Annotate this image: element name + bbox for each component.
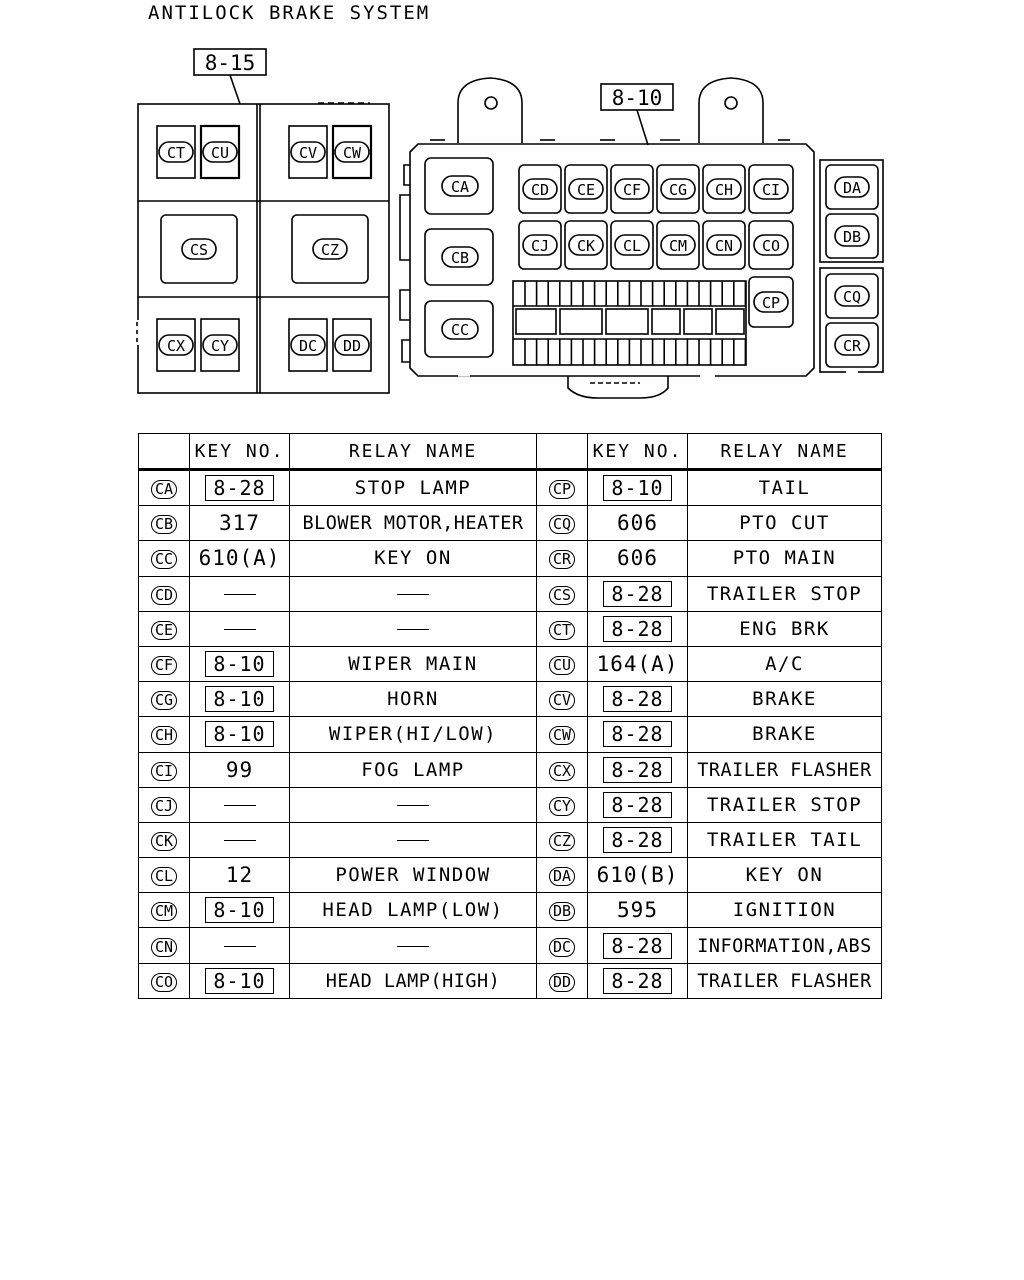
relay-code-label: CA — [151, 480, 177, 499]
svg-text:DA: DA — [842, 179, 862, 197]
header-code-left — [139, 434, 190, 470]
svg-text:DD: DD — [342, 337, 362, 355]
relay-name-text: TRAILER STOP — [706, 582, 863, 605]
key-no-boxed: 8-28 — [603, 827, 671, 853]
relay-code-label: CE — [151, 621, 177, 640]
table-row — [139, 858, 882, 893]
empty-dash — [224, 594, 256, 595]
relay-label-cg — [661, 179, 695, 199]
relay-code-label: DD — [549, 973, 575, 992]
key-no-right — [588, 752, 688, 787]
relay-code-label: CK — [151, 832, 177, 851]
relay-name-text: IGNITION — [732, 899, 837, 922]
table-row — [139, 576, 882, 611]
relay-label-cr — [835, 335, 869, 355]
relay-label-cm — [661, 235, 695, 255]
relay-code-right — [537, 717, 588, 752]
svg-text:CH: CH — [714, 181, 734, 199]
svg-text:CG: CG — [668, 181, 688, 199]
svg-text:CX: CX — [166, 337, 186, 355]
relay-name-text: HEAD LAMP(HIGH) — [325, 970, 501, 992]
relay-label-dd — [335, 335, 369, 355]
svg-text:CA: CA — [450, 178, 470, 196]
svg-text:CQ: CQ — [842, 288, 862, 306]
key-no-left — [190, 893, 290, 928]
relay-code-label: CM — [151, 902, 177, 921]
relay-table-body — [139, 470, 882, 999]
header-relay-name-right: RELAY NAME — [688, 434, 882, 470]
svg-text:CJ: CJ — [530, 237, 550, 255]
relay-name-left — [290, 611, 537, 646]
key-no-left — [190, 506, 290, 541]
relay-code-right — [537, 541, 588, 576]
svg-text:CR: CR — [842, 337, 862, 355]
key-no-left — [190, 928, 290, 963]
relay-code-label: CV — [549, 691, 575, 710]
relay-label-cw — [335, 142, 369, 162]
relay-name-right — [688, 611, 882, 646]
key-no-right — [588, 646, 688, 681]
key-no-right — [588, 787, 688, 822]
key-no-right — [588, 470, 688, 506]
relay-name-text: A/C — [765, 653, 804, 676]
table-row — [139, 717, 882, 752]
relay-code-left — [139, 893, 190, 928]
relay-code-left — [139, 717, 190, 752]
relay-label-co — [754, 235, 788, 255]
empty-dash — [397, 946, 429, 947]
relay-code-right — [537, 787, 588, 822]
table-row — [139, 928, 882, 963]
empty-dash — [397, 805, 429, 806]
relay-code-right — [537, 752, 588, 787]
relay-name-left — [290, 717, 537, 752]
relay-name-right — [688, 646, 882, 681]
relay-code-label: CO — [151, 973, 177, 992]
key-no-boxed: 8-28 — [603, 968, 671, 994]
relay-box-diagram — [0, 0, 1024, 420]
relay-name-left — [290, 822, 537, 857]
key-no-boxed: 8-28 — [205, 475, 273, 501]
relay-name-text: BRAKE — [752, 688, 817, 711]
key-no-value: 595 — [617, 898, 658, 923]
relay-label-cn — [707, 235, 741, 255]
key-no-boxed: 8-10 — [603, 475, 671, 501]
relay-code-right — [537, 470, 588, 506]
key-no-value: 317 — [219, 511, 260, 536]
relay-code-label: CY — [549, 797, 575, 816]
relay-label-da — [835, 177, 869, 197]
relay-code-label: CP — [549, 480, 575, 499]
relay-code-left — [139, 611, 190, 646]
relay-code-label: CH — [151, 726, 177, 745]
relay-code-right — [537, 611, 588, 646]
svg-text:CS: CS — [189, 241, 209, 259]
svg-text:CI: CI — [761, 181, 781, 199]
key-no-boxed: 8-10 — [205, 897, 273, 923]
svg-text:CZ: CZ — [320, 241, 340, 259]
svg-text:CO: CO — [761, 237, 781, 255]
relay-name-text: POWER WINDOW — [335, 864, 491, 887]
relay-code-left — [139, 541, 190, 576]
table-row — [139, 611, 882, 646]
key-no-left — [190, 822, 290, 857]
key-no-left — [190, 646, 290, 681]
page-title: ANTILOCK BRAKE SYSTEM — [148, 2, 431, 24]
relay-label-ck — [569, 235, 603, 255]
svg-text:DB: DB — [842, 228, 862, 246]
relay-name-right — [688, 506, 882, 541]
key-no-value: 610(A) — [198, 546, 281, 571]
svg-text:CW: CW — [342, 144, 362, 162]
relay-box-body — [410, 144, 814, 376]
relay-code-left — [139, 928, 190, 963]
relay-code-right — [537, 506, 588, 541]
svg-text:CN: CN — [714, 237, 734, 255]
key-no-value: 606 — [617, 546, 658, 571]
relay-label-cv — [291, 142, 325, 162]
key-no-left — [190, 752, 290, 787]
empty-dash — [224, 805, 256, 806]
relay-name-left — [290, 787, 537, 822]
relay-code-right — [537, 963, 588, 998]
table-row — [139, 506, 882, 541]
key-no-value: 610(B) — [596, 863, 679, 888]
relay-code-left — [139, 963, 190, 998]
relay-name-text: TAIL — [758, 477, 811, 500]
relay-label-cc — [442, 319, 478, 339]
right-key-label: 8-10 — [611, 86, 663, 110]
relay-label-db — [835, 226, 869, 246]
relay-name-left — [290, 928, 537, 963]
key-no-right — [588, 963, 688, 998]
relay-code-label: CG — [151, 691, 177, 710]
table-row — [139, 541, 882, 576]
relay-code-right — [537, 822, 588, 857]
svg-text:CT: CT — [166, 144, 186, 162]
relay-name-right — [688, 576, 882, 611]
relay-name-right — [688, 858, 882, 893]
relay-code-right — [537, 928, 588, 963]
table-row — [139, 470, 882, 506]
relay-code-left — [139, 858, 190, 893]
relay-code-left — [139, 822, 190, 857]
relay-code-label: CZ — [549, 832, 575, 851]
relay-name-text: FOG LAMP — [361, 758, 465, 781]
key-no-boxed: 8-28 — [603, 616, 671, 642]
relay-code-right — [537, 858, 588, 893]
relay-label-cs — [182, 239, 216, 259]
relay-name-left — [290, 506, 537, 541]
svg-text:CB: CB — [450, 249, 470, 267]
relay-name-left — [290, 963, 537, 998]
key-no-right — [588, 682, 688, 717]
relay-name-left — [290, 682, 537, 717]
table-row — [139, 682, 882, 717]
relay-name-right — [688, 682, 882, 717]
relay-name-right — [688, 470, 882, 506]
relay-name-text: WIPER MAIN — [348, 653, 478, 676]
key-no-boxed: 8-28 — [603, 686, 671, 712]
key-no-left — [190, 541, 290, 576]
key-no-value: 99 — [225, 757, 254, 782]
relay-label-cy — [203, 335, 237, 355]
key-no-boxed: 8-10 — [205, 651, 273, 677]
relay-code-label: CF — [151, 656, 177, 675]
relay-label-cd — [523, 179, 557, 199]
relay-label-cj — [523, 235, 557, 255]
relay-label-cu — [203, 142, 237, 162]
relay-name-text: TRAILER STOP — [706, 793, 863, 816]
relay-code-left — [139, 787, 190, 822]
mount-ear-left — [458, 78, 522, 143]
svg-text:CF: CF — [622, 181, 642, 199]
main-relay-box — [400, 78, 814, 398]
relay-code-label: CB — [151, 515, 177, 534]
relay-code-right — [537, 893, 588, 928]
key-no-right — [588, 717, 688, 752]
key-no-value: 606 — [617, 511, 658, 536]
relay-name-text: ENG BRK — [739, 617, 830, 640]
svg-text:CU: CU — [210, 144, 230, 162]
relay-code-label: CT — [549, 621, 575, 640]
relay-code-label: DC — [549, 938, 575, 957]
empty-dash — [397, 594, 429, 595]
relay-code-label: CD — [151, 586, 177, 605]
svg-text:CL: CL — [622, 237, 642, 255]
key-no-left — [190, 470, 290, 506]
key-no-boxed: 8-28 — [603, 757, 671, 783]
left-relay-block — [137, 49, 389, 393]
relay-label-ca — [442, 176, 478, 196]
relay-code-left — [139, 752, 190, 787]
svg-text:CV: CV — [298, 144, 318, 162]
key-no-right — [588, 822, 688, 857]
relay-code-label: CC — [151, 550, 177, 569]
relay-code-label: CX — [549, 762, 575, 781]
svg-text:CY: CY — [210, 337, 230, 355]
relay-code-label: CW — [549, 726, 575, 745]
relay-name-right — [688, 963, 882, 998]
header-key-no-left: KEY NO. — [190, 434, 290, 470]
relay-name-right — [688, 822, 882, 857]
relay-code-label: DB — [549, 902, 575, 921]
key-no-right — [588, 541, 688, 576]
table-row — [139, 822, 882, 857]
empty-dash — [397, 629, 429, 630]
relay-label-cx — [159, 335, 193, 355]
relay-code-left — [139, 576, 190, 611]
relay-label-cq — [835, 286, 869, 306]
relay-name-left — [290, 893, 537, 928]
relay-code-label: CI — [151, 762, 177, 781]
mount-ear-right — [699, 78, 763, 143]
relay-name-text: PTO MAIN — [732, 547, 837, 570]
relay-name-text: WIPER(HI/LOW) — [328, 723, 498, 746]
empty-dash — [224, 946, 256, 947]
key-no-boxed: 8-28 — [603, 581, 671, 607]
relay-name-text: PTO CUT — [739, 512, 830, 535]
relay-code-left — [139, 646, 190, 681]
relay-code-label: CL — [151, 867, 177, 886]
side-relay-stack — [820, 160, 883, 372]
relay-name-right — [688, 928, 882, 963]
relay-name-text: INFORMATION,ABS — [697, 935, 872, 957]
key-no-boxed: 8-10 — [205, 686, 273, 712]
svg-text:CP: CP — [761, 294, 781, 312]
empty-dash — [224, 629, 256, 630]
header-key-no-right: KEY NO. — [588, 434, 688, 470]
relay-name-right — [688, 752, 882, 787]
relay-name-left — [290, 470, 537, 506]
relay-name-text: HEAD LAMP(LOW) — [322, 899, 504, 922]
relay-name-right — [688, 541, 882, 576]
relay-name-text: KEY ON — [374, 547, 452, 570]
relay-code-label: CU — [549, 656, 575, 675]
svg-text:CD: CD — [530, 181, 550, 199]
relay-name-left — [290, 858, 537, 893]
relay-name-text: TRAILER TAIL — [706, 828, 863, 851]
fuse-block — [513, 281, 746, 365]
relay-name-text: BLOWER MOTOR,HEATER — [302, 513, 524, 535]
svg-text:CK: CK — [576, 237, 596, 255]
key-no-right — [588, 858, 688, 893]
svg-text:CM: CM — [668, 237, 688, 255]
relay-name-left — [290, 576, 537, 611]
key-no-boxed: 8-28 — [603, 792, 671, 818]
relay-name-text: HORN — [387, 688, 439, 711]
relay-label-ct — [159, 142, 193, 162]
header-relay-name-left: RELAY NAME — [290, 434, 537, 470]
relay-label-ce — [569, 179, 603, 199]
relay-label-cp — [754, 292, 788, 312]
relay-code-label: DA — [549, 867, 575, 886]
relay-code-left — [139, 470, 190, 506]
left-key-leader — [230, 75, 240, 104]
key-no-left — [190, 576, 290, 611]
relay-name-right — [688, 787, 882, 822]
relay-name-text: TRAILER FLASHER — [697, 970, 872, 992]
empty-dash — [397, 840, 429, 841]
relay-code-label: CN — [151, 938, 177, 957]
relay-name-left — [290, 752, 537, 787]
relay-label-dc — [291, 335, 325, 355]
relay-code-label: CQ — [549, 515, 575, 534]
relay-code-label: CS — [549, 586, 575, 605]
key-no-boxed: 8-28 — [603, 933, 671, 959]
key-no-left — [190, 611, 290, 646]
relay-label-ch — [707, 179, 741, 199]
relay-label-cl — [615, 235, 649, 255]
key-no-left — [190, 787, 290, 822]
key-no-boxed: 8-10 — [205, 968, 273, 994]
table-row — [139, 787, 882, 822]
relay-name-right — [688, 717, 882, 752]
left-key-label: 8-15 — [204, 51, 256, 75]
svg-text:DC: DC — [298, 337, 318, 355]
table-row — [139, 646, 882, 681]
key-no-right — [588, 928, 688, 963]
relay-name-right — [688, 893, 882, 928]
relay-code-label: CR — [549, 550, 575, 569]
relay-code-left — [139, 682, 190, 717]
relay-name-text: TRAILER FLASHER — [697, 759, 872, 781]
key-no-boxed: 8-10 — [205, 721, 273, 747]
table-header-row — [139, 434, 882, 470]
table-row — [139, 963, 882, 998]
svg-text:CC: CC — [450, 321, 470, 339]
relay-label-cf — [615, 179, 649, 199]
header-code-right — [537, 434, 588, 470]
table-row — [139, 893, 882, 928]
relay-label-ci — [754, 179, 788, 199]
key-no-value: 12 — [225, 863, 254, 888]
relay-code-right — [537, 576, 588, 611]
relay-code-label: CJ — [151, 797, 177, 816]
key-no-boxed: 8-28 — [603, 721, 671, 747]
relay-name-text: KEY ON — [745, 864, 824, 887]
empty-dash — [224, 840, 256, 841]
relay-name-left — [290, 646, 537, 681]
key-no-right — [588, 611, 688, 646]
relay-label-cz — [313, 239, 347, 259]
relay-table — [138, 433, 882, 999]
relay-name-left — [290, 541, 537, 576]
relay-label-cb — [442, 247, 478, 267]
key-no-left — [190, 858, 290, 893]
relay-code-left — [139, 506, 190, 541]
key-no-right — [588, 893, 688, 928]
key-no-left — [190, 682, 290, 717]
right-key-leader — [637, 110, 648, 145]
relay-code-right — [537, 682, 588, 717]
relay-name-text: STOP LAMP — [354, 477, 472, 500]
key-no-left — [190, 963, 290, 998]
key-no-left — [190, 717, 290, 752]
key-no-value: 164(A) — [596, 652, 679, 677]
svg-text:CE: CE — [576, 181, 596, 199]
key-no-right — [588, 506, 688, 541]
relay-code-right — [537, 646, 588, 681]
key-no-right — [588, 576, 688, 611]
relay-name-text: BRAKE — [752, 723, 817, 746]
table-row — [139, 752, 882, 787]
